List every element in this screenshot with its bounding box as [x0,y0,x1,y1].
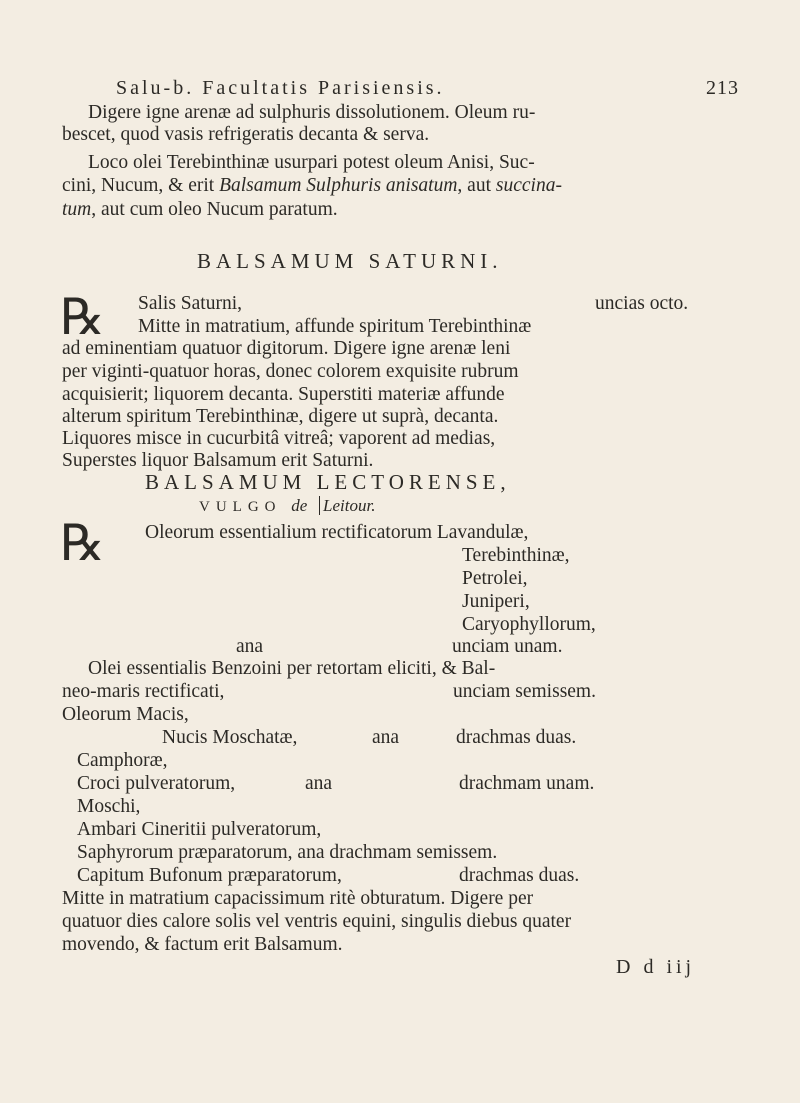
saturni-line-1b: uncias octo. [595,293,689,314]
intro-line-4-end: , aut [457,175,491,196]
lectorense-line-13: Moschi, [77,796,141,817]
intro-italic-3: tum [62,199,92,220]
vulgo-name: Leitour. [319,496,375,515]
lectorense-line-9: Oleorum Macis, [62,704,189,725]
intro-line-1: Digere igne arenæ ad sulphuris dissolutionem. Oleum ru- [88,102,536,123]
vulgo-line [199,494,375,519]
intro-line-4 [62,174,562,198]
recipe-rx-symbol-2: ℞ [60,514,105,572]
vulgo-de: de [291,496,308,515]
lectorense-line-19: movendo, & factum erit Balsamum. [62,934,343,955]
lectorense-line-5: Caryophyllorum, [462,614,596,635]
intro-italic-2: succina- [495,175,562,196]
lectorense-line-7: Olei essentialis Benzoini per retortam eliciti, & Bal- [88,658,496,679]
intro-line-5-rest: , aut cum oleo Nucum paratum. [91,199,338,220]
saturni-line-7: Liquores misce in cucurbitâ vitreâ; vaporent ad medias, [62,428,496,449]
vulgo-word: VULGO [199,499,282,515]
section-title-saturni: BALSAMUM SATURNI. [197,249,503,273]
lectorense-line-12c: drachmam unam. [459,773,595,794]
lectorense-line-12b: ana [305,773,333,794]
recipe-rx-symbol: ℞ [60,288,105,346]
lectorense-line-6b: unciam unam. [452,636,563,657]
intro-line-5 [62,198,338,222]
lectorense-line-17: Mitte in matratium capacissimum ritè obturatum. Digere per [62,888,534,909]
lectorense-line-18: quatuor dies calore solis vel ventris equini, singulis diebus quater [62,911,572,932]
lectorense-line-14: Ambari Cineritii pulveratorum, [77,819,322,840]
intro-italic-1: Balsamum Sulphuris anisatum [219,175,458,196]
running-title: Salu-b. Facultatis Parisiensis. [116,77,445,99]
lectorense-line-4: Juniperi, [462,591,530,612]
lectorense-line-8b: unciam semissem. [453,681,596,702]
lectorense-line-11: Camphoræ, [77,750,168,771]
lectorense-line-8a: neo-maris rectificati, [62,681,225,702]
lectorense-line-6a: ana [236,636,264,657]
lectorense-line-15: Saphyrorum præparatorum, ana drachmam semissem. [77,842,498,863]
lectorense-line-10a: Nucis Moschatæ, [162,727,298,748]
intro-line-2: bescet, quod vasis refrigeratis decanta & serva. [62,124,430,145]
saturni-line-2: Mitte in matratium, affunde spiritum Terebinthinæ [138,316,532,337]
lectorense-line-10b: ana [372,727,400,748]
lectorense-line-12a: Croci pulveratorum, [77,773,236,794]
saturni-line-8: Superstes liquor Balsamum erit Saturni. [62,450,374,471]
saturni-line-5: acquisierit; liquorem decanta. Superstiti materiæ affunde [62,384,505,405]
intro-line-3: Loco olei Terebinthinæ usurpari potest oleum Anisi, Suc- [88,152,535,173]
lectorense-line-2: Terebinthinæ, [462,545,570,566]
section-title-lectorense: BALSAMUM LECTORENSE, [145,470,511,494]
page-number: 213 [706,77,739,99]
lectorense-line-16a: Capitum Bufonum præparatorum, [77,865,342,886]
saturni-line-3: ad eminentiam quatuor digitorum. Digere igne arenæ leni [62,338,511,359]
saturni-line-1a: Salis Saturni, [138,293,243,314]
running-header [116,76,739,100]
lectorense-line-16b: drachmas duas. [459,865,580,886]
signature-mark: D d iij [616,956,696,978]
lectorense-line-1: Oleorum essentialium rectificatorum Lavandulæ, [145,522,529,543]
intro-line-4-start: cini, Nucum, & erit [62,175,215,196]
saturni-line-4: per viginti-quatuor horas, donec colorem exquisite rubrum [62,361,519,382]
saturni-line-6: alterum spiritum Terebinthinæ, digere ut suprà, decanta. [62,406,499,427]
lectorense-line-10c: drachmas duas. [456,727,577,748]
lectorense-line-3: Petrolei, [462,568,528,589]
